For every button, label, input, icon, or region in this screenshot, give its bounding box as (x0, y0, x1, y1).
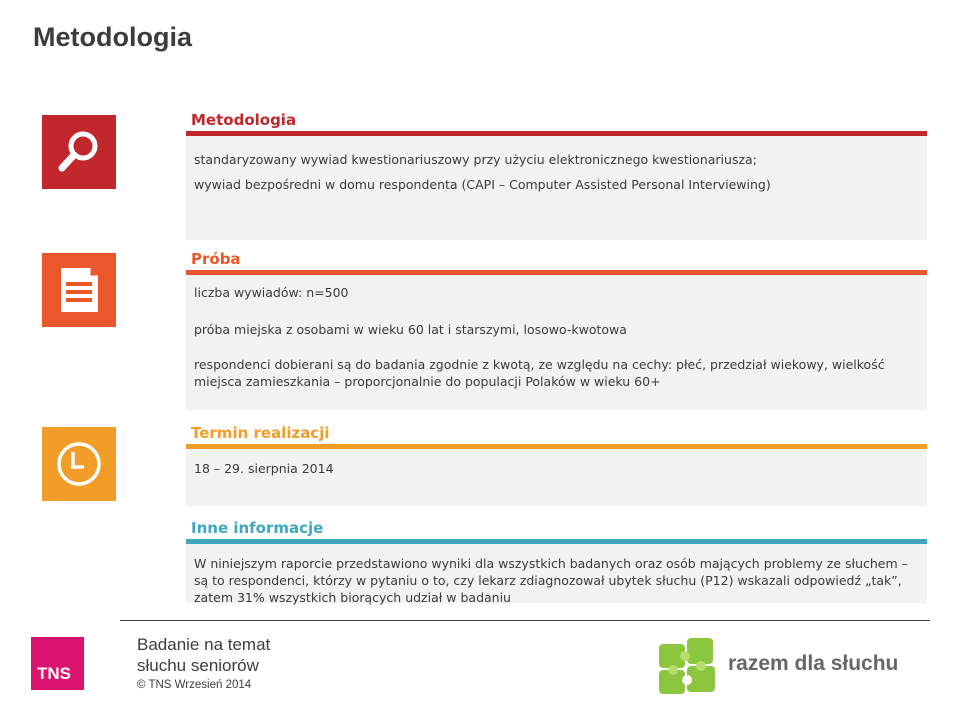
termin-line-1: 18 – 29. sierpnia 2014 (194, 461, 334, 476)
footer-copyright: © TNS Wrzesień 2014 (137, 679, 252, 691)
section-title-termin: Termin realizacji (191, 424, 330, 442)
proba-line-2: próba miejska z osobami w wieku 60 lat i starszymi, losowo-kwotowa (194, 322, 627, 337)
brand-text: razem dla słuchu (728, 652, 899, 675)
puzzle-logo-icon (657, 636, 719, 698)
proba-line-1: liczba wywiadów: n=500 (194, 285, 349, 300)
metodologia-line-2: wywiad bezpośredni w domu respondenta (CAPI – Computer Assisted Personal Interviewing) (194, 177, 771, 192)
metodologia-line-1: standaryzowany wywiad kwestionariuszowy przy użyciu elektronicznego kwestionariusza; (194, 152, 757, 167)
document-list-icon (42, 253, 116, 327)
inne-line-1: W niniejszym raporcie przedstawiono wyniki dla wszystkich badanych oraz osób mających problemy ze słuchem – są to respondenci, którzy w pytaniu o to, czy lekarz zdiagnozował ubytek słuchu (P12) wskazali odpowiedź „tak”, zatem 31% wszystkich biorących udział w badaniu (194, 556, 908, 605)
section-title-metodologia: Metodologia (191, 111, 297, 129)
section-title-inne: Inne informacje (191, 519, 324, 537)
section-bar-metodologia (186, 131, 927, 136)
footer-title-line-2: słuchu seniorów (137, 656, 259, 675)
section-bar-proba (186, 270, 927, 275)
section-title-proba: Próba (191, 250, 241, 268)
proba-line-3: respondenci dobierani są do badania zgodnie z kwotą, ze względu na cechy: płeć, przedział wiekowy, wielkość miejsca zamieszkania – proporcjonalnie do populacji Polaków w wieku 60+ (194, 357, 885, 389)
magnifier-icon (42, 115, 116, 189)
page-title: Metodologia (33, 22, 192, 52)
footer-divider (120, 620, 930, 621)
footer-title (137, 634, 270, 676)
footer-title-line-1: Badanie na temat (137, 635, 271, 654)
clock-icon (42, 427, 116, 501)
section-bar-termin (186, 444, 927, 449)
tns-logo: TNS (31, 637, 84, 690)
section-bar-inne (186, 539, 927, 544)
